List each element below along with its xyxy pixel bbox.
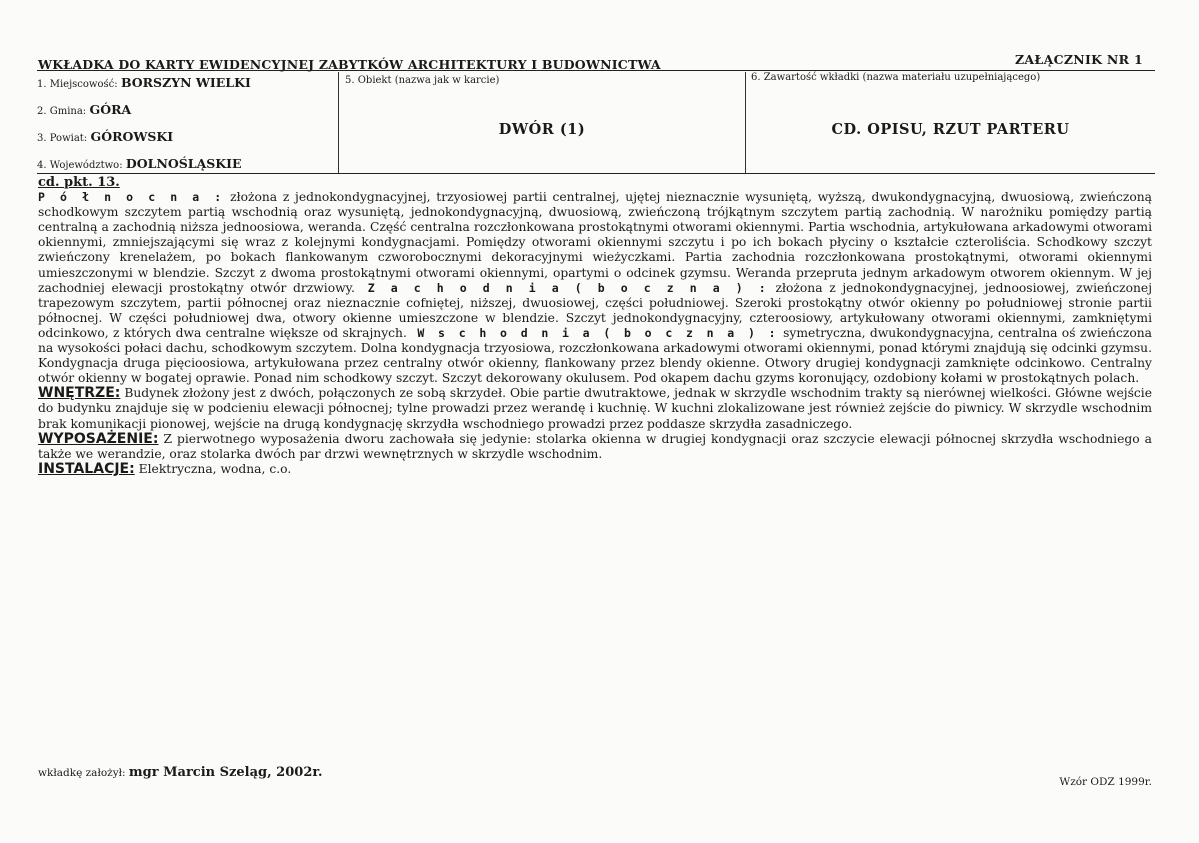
annex-number: ZAŁĄCZNIK NR 1 [1014, 52, 1143, 67]
zawartosc-label: 6. Zawartość wkładki (nazwa materiału uzupełniającego) [751, 72, 1041, 83]
miejscowosc-label: 1. Miejscowość: [37, 79, 118, 90]
author-label: wkładkę założył: [38, 767, 126, 779]
gmina-label: 2. Gmina: [37, 106, 87, 117]
gmina-value: GÓRA [89, 102, 132, 117]
paragraph-installations [38, 462, 1152, 477]
field-wojewodztwo [37, 156, 242, 171]
metadata-grid [37, 72, 1155, 174]
interior-heading: WNĘTRZE: [38, 385, 121, 402]
wojewodztwo-value: DOLNOŚLĄSKIE [125, 156, 242, 171]
furnishing-text: Z pierwotnego wyposażenia dworu zachowała się jedynie: stolarka okienna w drugiej kondygnacji oraz szczycie elewacji północnej skrzydła wschodniego a także we werandzie, oraz stolarka dwóch par drzwi wewnętrznych w skrzydle wschodnim. [38, 431, 1152, 461]
powiat-value: GÓROWSKI [90, 129, 174, 144]
author-line [38, 765, 323, 780]
template-version: Wzór ODZ 1999r. [1059, 776, 1152, 788]
interior-text: Budynek złożony jest z dwóch, połączonych ze sobą skrzydeł. Obie partie dwutraktowe, jednak w skrzydle wschodnim trakty są nierównej wielkości. Główne wejście do budynku znajduje się w podcieniu elewacji północnej; tylne prowadzi przez werandę i kuchnię. W kuchni zlokalizowane jest również zejście do piwnicy. W skrzydle wschodnim brak komunikacji pionowej, wejście na drugą kondygnację skrzydła wschodniego prowadzi przez poddasze skrzydła zasadniczego. [38, 386, 1152, 431]
wojewodztwo-label: 4. Województwo: [37, 160, 123, 171]
east-elevation-text: symetryczna, dwukondygnacyjna, centralna oś zwieńczona na wysokości połaci dachu, schodkowym szczytem. Dolna kondygnacja trzyosiowa, rozczłonkowana arkadowymi otworami okiennymi, ponad którymi znajdują się odcinki gzymsu. Kondygnacja druga pięcioosiowa, artykułowana przez centralny otwór okienny, flankowany przez blendy okienne. Otwory drugiej kondygnacji zamknięte odcinkowo. Centralny otwór okienny w bogatej oprawie. Ponad nim schodkowy szczyt. Szczyt dekorowany okulusem. Pod okapem dachu gzyms koronujący, ozdobiony kołami w prostokątnych polach. [38, 325, 1152, 386]
east-elevation-label: W s c h o d n i a ( b o c z n a ) : [406, 325, 779, 340]
field-powiat [37, 129, 173, 144]
obiekt-label: 5. Obiekt (nazwa jak w karcie) [345, 75, 500, 86]
installations-text: Elektryczna, wodna, c.o. [134, 461, 292, 476]
zawartosc-value: CD. OPISU, RZUT PARTERU [831, 121, 1070, 138]
field-gmina [37, 102, 131, 117]
north-elevation-text: złożona z jednokondygnacyjnej, trzyosiowej partii centralnej, ujętej nieznacznie wysuniętą, wyższą, dwukondygnacyjną, dwuosiową, zwieńczoną schodkowym szczytem partią wschodnią oraz wysuniętą, jednokondygnacyjną, dwuosiową, zwieńczoną trójkątnym szczytem partią zachodnią. W narożniku pomiędzy partią centralną a zachodnią niższa jednoosiowa, weranda. Część centralna rozczłonkowana prostokątnymi otworami okiennymi. Partia wschodnia, artykułowana arkadowymi otworami okiennymi, zmniejszającymi się wraz z kolejnymi kondygnacjami. Pomiędzy otworami okiennymi szczytu i po ich bokach płyciny o kształcie czteroliścia. Schodkowy szczyt zwieńczony krenelażem, po bokach flankowanym czworobocznymi dekoracyjnymi wieżyczkami. Partia zachodnia rozczłonkowana prostokątnymi, otworami okiennymi umieszczonymi w blendzie. Szczyt z dwoma prostokątnymi otworami okiennymi, opartymi o odcinek gzymsu. Weranda przepruta jednym arkadowym otworem okiennym. W jej zachodniej elewacji prostokątny otwór drzwiowy. [38, 190, 1152, 295]
paragraph-furnishing [38, 432, 1152, 462]
form-title: WKŁADKA DO KARTY EWIDENCYJNEJ ZABYTKÓW ARCHITEKTURY I BUDOWNICTWA [38, 57, 661, 72]
author-value: mgr Marcin Szeląg, 2002r. [128, 765, 323, 780]
furnishing-heading: WYPOSAŻENIE: [38, 430, 159, 447]
obiekt-value: DWÓR (1) [498, 121, 586, 138]
west-elevation-text: złożona z jednokondygnacyjnej, jednoosiowej, zwieńczonej trapezowym szczytem, partii północnej oraz nieznacznie cofniętej, niższej, dwuosiowej, części południowej. Szeroki prostokątny otwór okienny po południowej stronie partii północnej. W części południowej dwa, otwory okienne umieszczone w blendzie. Szczyt jednokondygnacyjny, czteroosiowy, artykułowany otworami okiennymi, zamkniętymi odcinkowo, z których dwa centralne większe od skrajnych. [38, 280, 1153, 340]
field-miejscowosc [37, 75, 251, 90]
paragraph-interior [38, 386, 1152, 431]
powiat-label: 3. Powiat: [37, 133, 88, 144]
header-rule [37, 70, 1155, 71]
continuation-label: cd. pkt. 13. [38, 175, 120, 190]
north-elevation-label: P ó ł n o c n a : [38, 190, 225, 205]
miejscowosc-value: BORSZYN WIELKI [120, 75, 251, 90]
installations-heading: INSTALACJE: [38, 460, 135, 477]
west-elevation-label: Z a c h o d n i a ( b o c z n a ) : [354, 280, 769, 295]
description-body [38, 175, 1152, 477]
paragraph-elevations [38, 175, 1152, 386]
